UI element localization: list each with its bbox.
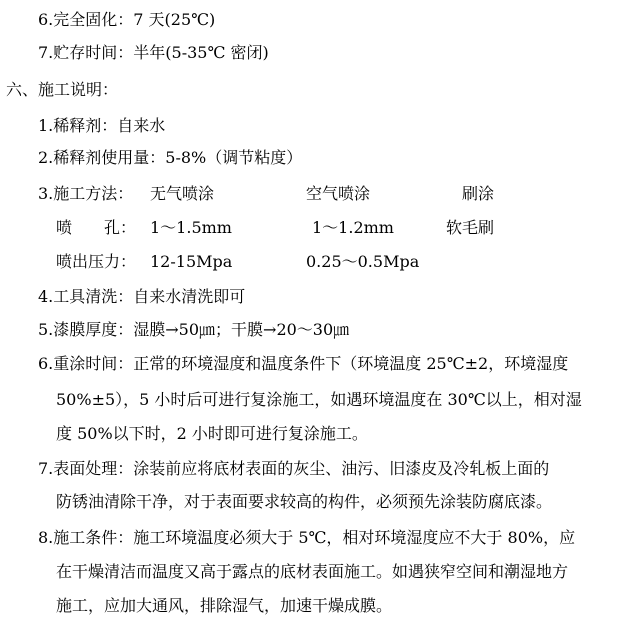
recoat-line-1: 6.重涂时间：正常的环境湿度和温度条件下（环境温度 25℃±2，环境湿度 [38,354,569,373]
conditions-line-3: 施工，应加大通风，排除湿气，加速干燥成膜。 [56,596,393,615]
nozzle-airless: 1～1.5mm [150,218,232,237]
diluent-amount-line: 2.稀释剂使用量：5-8%（调节粘度） [38,148,303,167]
surface-line-2: 防锈油清除干净，对于表面要求较高的构件，必须预先涂装防腐底漆。 [56,492,553,511]
method-brush: 刷涂 [462,184,495,203]
conditions-line-1: 8.施工条件：施工环境温度必须大于 5℃，相对环境湿度应不大于 80%，应 [38,528,576,547]
nozzle-air: 1～1.2mm [312,218,394,237]
film-thickness-line: 5.漆膜厚度：湿膜→50㎛；干膜→20～30㎛ [38,320,350,339]
tool-cleaning-line: 4.工具清洗：自来水清洗即可 [38,287,246,306]
pressure-label: 喷出压力： [56,252,137,271]
nozzle-brush: 软毛刷 [446,218,495,237]
surface-line-1: 7.表面处理：涂装前应将底材表面的灰尘、油污、旧漆皮及冷轧板上面的 [38,459,550,478]
recoat-line-3: 度 50%以下时，2 小时即可进行复涂施工。 [56,424,368,443]
conditions-line-2: 在干燥清洁而温度又高于露点的底材表面施工。如遇狭窄空间和潮湿地方 [56,562,569,581]
recoat-line-2: 50%±5），5 小时后可进行复涂施工，如遇环境温度在 30℃以上，相对湿 [56,390,582,409]
pressure-airless: 12-15Mpa [150,252,233,271]
section-heading: 六、施工说明： [6,80,119,99]
method-airless: 无气喷涂 [150,184,215,203]
nozzle-label: 喷 孔： [56,218,137,237]
method-air: 空气喷涂 [306,184,371,203]
diluent-line: 1.稀释剂：自来水 [38,116,166,135]
item-full-cure: 6.完全固化：7 天(25℃) [38,10,216,29]
method-label: 3.施工方法： [38,184,134,203]
item-storage-time: 7.贮存时间：半年(5-35℃ 密闭) [38,43,269,62]
pressure-air: 0.25～0.5Mpa [306,252,420,271]
